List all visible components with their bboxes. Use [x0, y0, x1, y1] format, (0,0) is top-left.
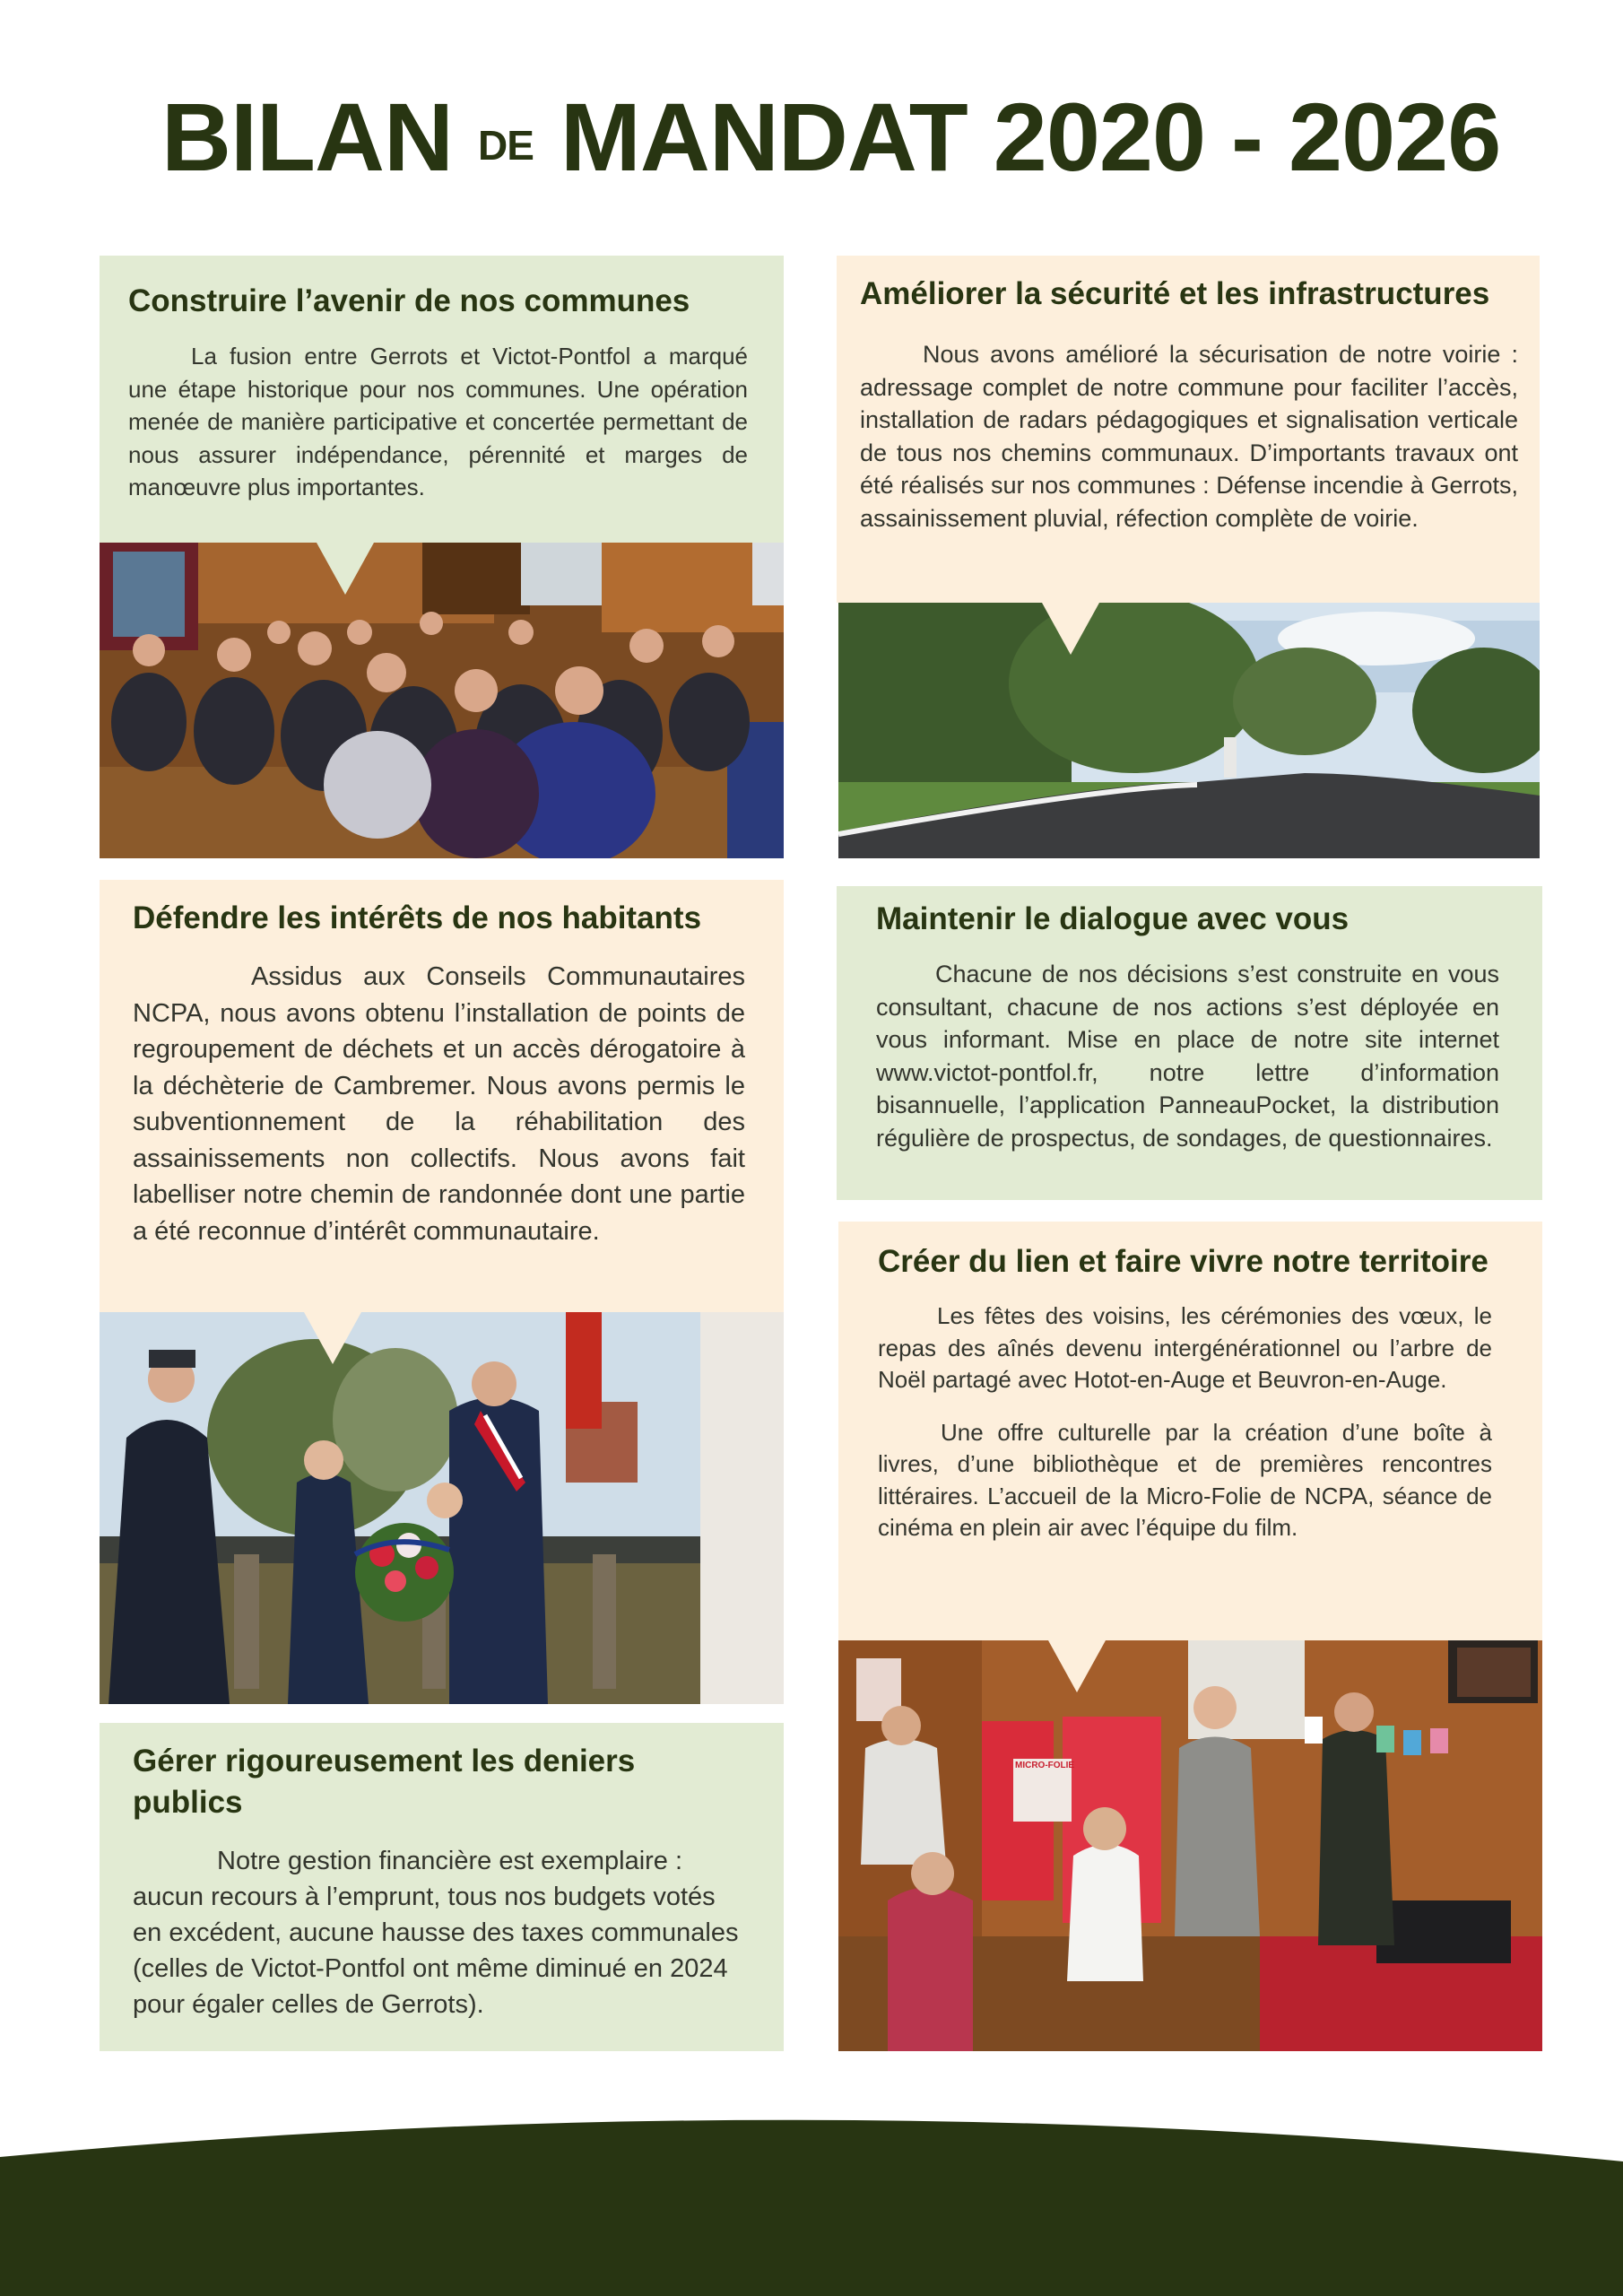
section-lien — [838, 1222, 1542, 1640]
photo-meeting-audience — [100, 543, 784, 858]
section-deniers-text: Notre gestion financière est exemplaire : aucun recours à l’emprunt, tous nos budgets votés en excédent, aucune hausse des taxes communales (celles de Victot-Pontfol ont même diminué en 2024 pour égaler celles de Gerrots). — [133, 1847, 739, 2019]
section-securite — [837, 256, 1540, 603]
section-lien-heading: Créer du lien et faire vivre notre territoire — [878, 1244, 1488, 1279]
section-dialogue-heading: Maintenir le dialogue avec vous — [876, 901, 1350, 936]
pointer-notch — [317, 543, 374, 595]
section-lien-text1: Les fêtes des voisins, les cérémonies des vœux, le repas des aînés devenu intergénérationnel ou l’arbre de Noël partagé avec Hotot-en-Auge et Beuvron-en-Auge. — [878, 1302, 1492, 1393]
section-avenir — [100, 256, 784, 543]
section-lien-text2: Une offre culturelle par la création d’une boîte à livres, d’une bibliothèque et de premières rencontres littéraires. L’accueil de la Micro-Folie de NCPA, séance de cinéma en plein air avec l’équipe du film. — [878, 1418, 1492, 1541]
section-interets — [100, 880, 784, 1312]
section-dialogue — [837, 886, 1542, 1200]
pointer-notch — [1048, 1640, 1106, 1692]
micro-folie-banner: MICRO-FOLIE — [1015, 1761, 1075, 1770]
pointer-notch — [1042, 603, 1099, 655]
pointer-notch — [304, 1312, 361, 1364]
section-avenir-text: La fusion entre Gerrots et Victot-Pontfol a marqué une étape historique pour nos communes. Une opération menée de manière participative et concertée permettant de nous assurer indépendance, pérennité et marges de manœuvre plus importantes. — [128, 343, 748, 500]
section-dialogue-text: Chacune de nos décisions s’est construite en vous consultant, chacune de nos actions s’est déployée en vous informant. Mise en place de notre site internet www.victot-pontfol.fr, notre lettre d’information bisannuelle, l’application PanneauPocket, la distribution régulière de prospectus, de sondages, de questionnaires. — [876, 961, 1499, 1152]
section-securite-text: Nous avons amélioré la sécurisation de notre voirie : adressage complet de notre commune pour faciliter l’accès, installation de radars pédagogiques et signalisation verticale de tous nos chemins communaux. D’importants travaux ont été réalisés sur nos communes : Défense incendie à Gerrots, assainissement pluvial, réfection complète de voirie. — [860, 341, 1518, 532]
photo-ceremony — [100, 1312, 784, 1704]
title-mandat: MANDAT 2020 - 2026 — [560, 83, 1501, 191]
section-deniers — [100, 1723, 784, 2051]
title-bilan: BILAN — [161, 83, 453, 191]
section-securite-heading: Améliorer la sécurité et les infrastructures — [860, 276, 1490, 311]
page-title — [161, 79, 1501, 196]
section-deniers-heading: Gérer rigoureusement les deniers publics — [133, 1744, 636, 1820]
section-interets-heading: Défendre les intérêts de nos habitants — [133, 900, 702, 935]
footer-wave — [0, 2117, 1623, 2296]
photo-micro-folie — [838, 1640, 1542, 2051]
photo-road — [838, 603, 1540, 858]
section-interets-text: Assidus aux Conseils Communautaires NCPA, nous avons obtenu l’installation de points de regroupement de déchets et un accès dérogatoire à la déchèterie de Cambremer. Nous avons permis le subventionnement de la réhabilitation des assainissements non collectifs. Nous avons fait labelliser notre chemin de randonnée dont une partie a été reconnue d’intérêt communautaire. — [133, 962, 745, 1246]
title-de: DE — [477, 122, 534, 169]
section-avenir-heading: Construire l’avenir de nos communes — [128, 283, 690, 318]
